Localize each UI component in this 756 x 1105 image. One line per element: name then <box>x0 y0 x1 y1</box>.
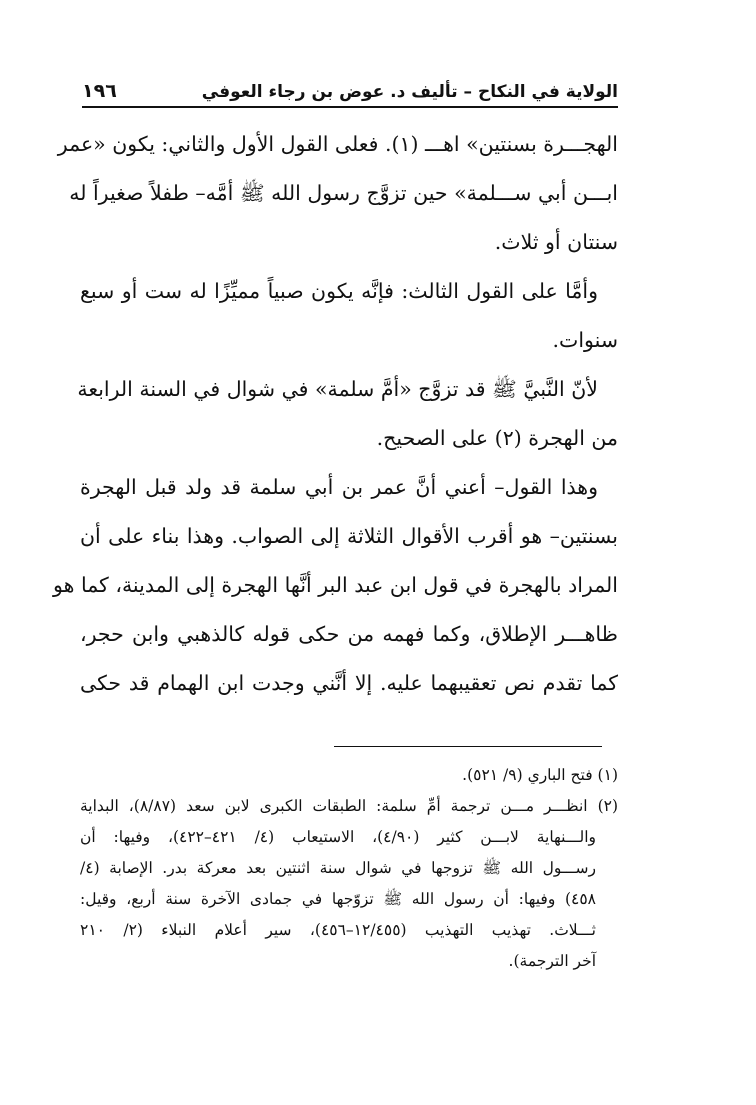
footnote-line: آخر الترجمة). <box>508 952 596 970</box>
footnotes <box>80 760 618 977</box>
footnote-separator <box>334 746 602 747</box>
body-line: بسنتين– هو أقرب الأقوال الثلاثة إلى الصواب. وهذا بناء على أن <box>80 524 618 548</box>
footnote-line: رســـول الله ﷺ تزوجها في شوال سنة اثنتين بعد معركة بدر. الإصابة (٤/ <box>80 859 596 877</box>
body-line: الهجـــرة بسنتين» اهـــ (١). فعلى القول الأول والثاني: يكون «عمر <box>57 132 618 156</box>
footnote-line: ثـــلاث. تهذيب التهذيب (١٢/٤٥٥–٤٥٦)، سير أعلام النبلاء (٢/ ٢١٠ <box>80 921 596 939</box>
body-line: سنوات. <box>552 328 618 352</box>
body-line: ابـــن أبي ســـلمة» حين تزوَّج رسول الله ﷺ أمَّه– طفلاً صغيراً له <box>69 181 618 205</box>
footnote-line: والـــنهاية لابـــن كثير (٤/٩٠)، الاستيعاب (٤/ ٤٢١–٤٢٢)، وفيها: أن <box>80 828 596 846</box>
body-line: المراد بالهجرة في قول ابن عبد البر أنَّها الهجرة إلى المدينة، كما هو <box>53 573 618 597</box>
body-line: كما تقدم نص تعقيبهما عليه. إلا أنَّني وجدت ابن الهمام قد حكى <box>80 671 618 695</box>
body-line: ظاهـــر الإطلاق، وكما فهمه من حكى قوله كالذهبي وابن حجر، <box>80 622 618 646</box>
body-line: سنتان أو ثلاث. <box>494 230 618 254</box>
page-number: ١٩٦ <box>82 80 117 102</box>
body-line: وهذا القول– أعني أنَّ عمر بن أبي سلمة قد ولد قبل الهجرة <box>80 475 598 499</box>
header-title: الولاية في النكاح – تأليف د. عوض بن رجاء العوفي <box>201 82 618 102</box>
footnote-line: ٤٥٨) وفيها: أن رسول الله ﷺ تزوّجها في جمادى الآخرة سنة أربع، وقيل: <box>80 890 596 908</box>
body-line: وأمَّا على القول الثالث: فإنَّه يكون صبياً مميِّزًا له ست أو سبع <box>80 279 598 303</box>
body-text <box>53 120 618 708</box>
running-header <box>82 72 618 108</box>
body-line: لأنّ النَّبيَّ ﷺ قد تزوَّج «أمَّ سلمة» في شوال في السنة الرابعة <box>77 377 598 401</box>
body-line: من الهجرة (٢) على الصحيح. <box>376 426 618 450</box>
footnote-line: (٢) انظـــر مـــن ترجمة أمِّ سلمة: الطبقات الكبرى لابن سعد (٨/٨٧)، البداية <box>80 797 619 815</box>
footnote-line: (١) فتح الباري (٩/ ٥٢١). <box>462 766 618 784</box>
